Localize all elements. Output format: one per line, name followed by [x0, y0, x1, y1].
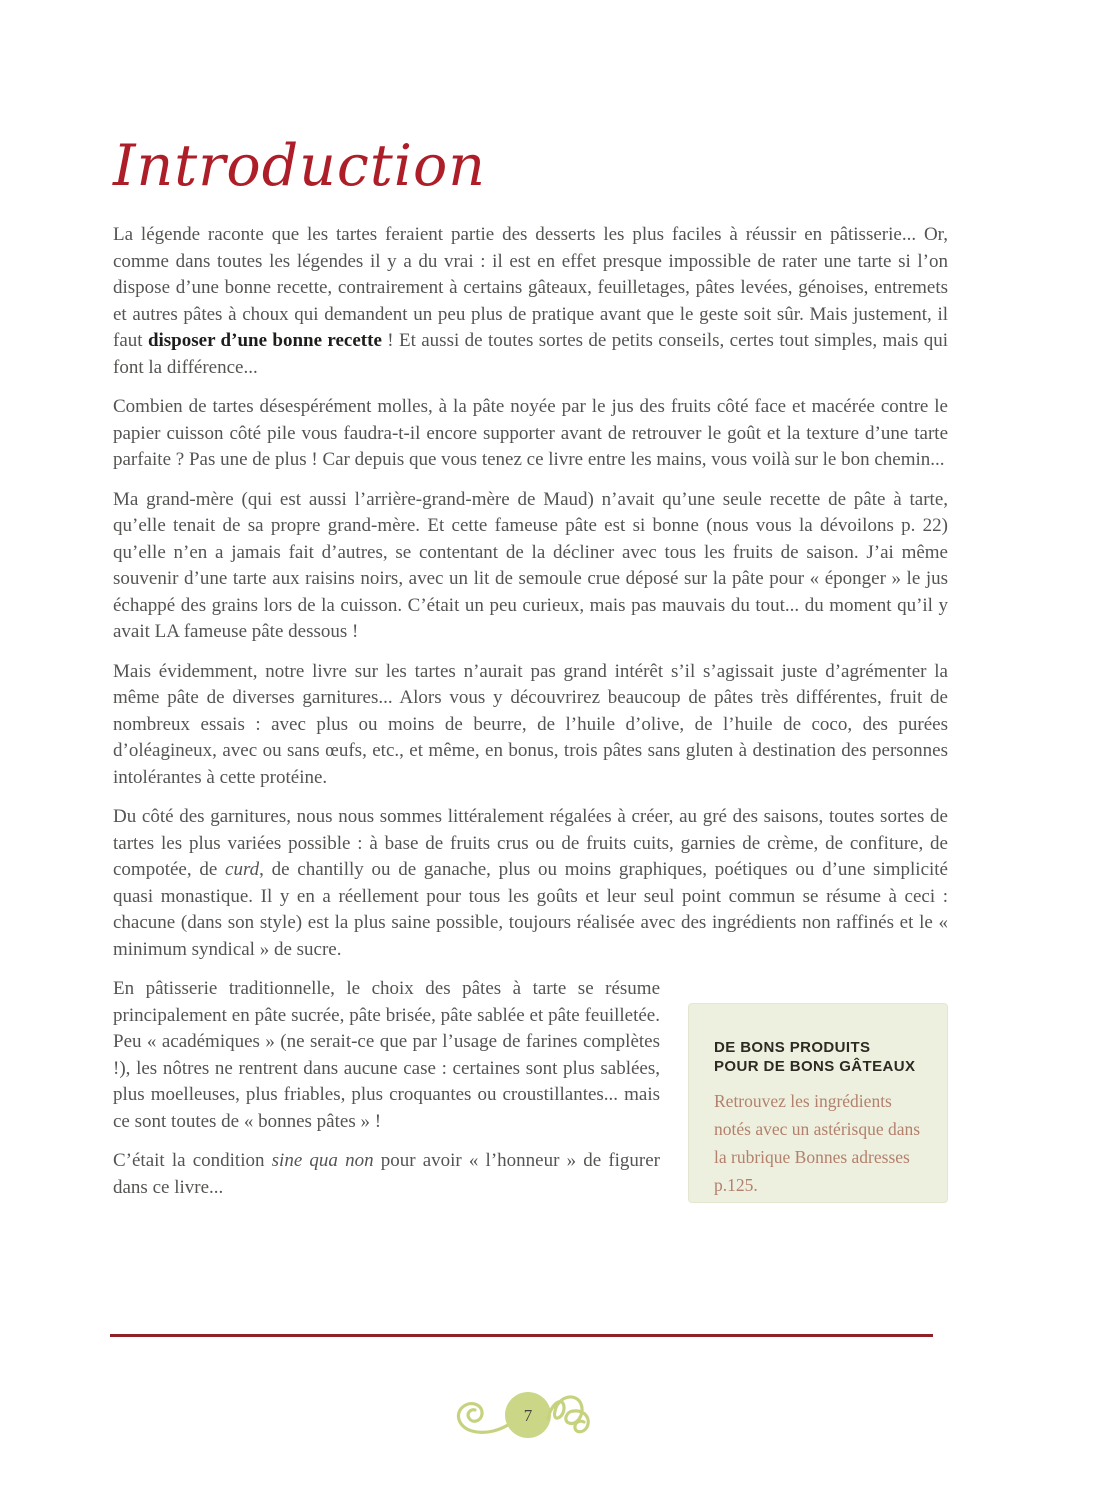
flourish-right-loops-icon: [548, 1397, 588, 1432]
page-number: 7: [523, 1406, 533, 1425]
sidebar-note-heading-line2: POUR DE BONS GÂTEAUX: [714, 1058, 916, 1075]
sidebar-note-heading: [714, 1038, 927, 1076]
intro-paragraph-3: Ma grand-mère (qui est aussi l’arrière-grand-mère de Maud) n’avait qu’une seule recette de pâte à tarte, qu’elle tenait de sa propre grand-mère. Et cette fameuse pâte est si bonne (nous vous la dévoilons p. 22) qu’elle n’en a jamais fait d’autres, se contentant de la décliner avec tous les fruits de saison. J’ai même souvenir d’une tarte aux raisins noirs, avec un lit de semoule crue déposé sur la pâte pour « éponger » le jus échappé des grains lors de la cuisson. C’était un peu curieux, mais pas mauvais du tout... du moment qu’il y avait LA fameuse pâte dessous !: [113, 488, 948, 642]
sidebar-note-body: Retrouvez les ingrédients notés avec un astérisque dans la rubrique Bonnes adresses p.125.: [714, 1091, 921, 1195]
sidebar-note-heading-line1: DE BONS PRODUITS: [714, 1039, 871, 1056]
page-title: Introduction: [113, 133, 486, 199]
footer-flourish: [428, 1381, 618, 1451]
sidebar-note: [688, 1003, 948, 1203]
intro-paragraph-1: La légende raconte que les tartes feraient partie des desserts les plus faciles à réussir en pâtisserie... Or, comme dans toutes les légendes il y a du vrai : il est en effet presque impossible de rater une tarte si l’on dispose d’une bonne recette, contrairement à certains gâteaux, feuilletages, pâtes levées, génoises, entremets et autres pâtes à choux qui demandent un peu plus de pratique avant que le geste soit sûr. Mais justement, il faut disposer d’une bonne recette ! Et aussi de toutes sortes de petits conseils, certes tout simples, mais qui font la différence...: [113, 224, 949, 378]
intro-paragraph-4: Mais évidemment, notre livre sur les tartes n’aurait pas grand intérêt s’il s’agissait juste d’agrémenter la même pâte de diverses garnitures... Alors vous y découvrirez beaucoup de pâtes très différentes, fruit de nombreux essais : avec plus ou moins de beurre, de l’huile d’olive, de l’huile de coco, des purées d’oléagineux, avec ou sans œufs, etc., et même, en bonus, trois pâtes sans gluten à destination des personnes intolérantes à cette protéine.: [113, 660, 948, 788]
page-content: [113, 130, 948, 1215]
intro-paragraph-2: Combien de tartes désespérément molles, à la pâte noyée par le jus des fruits côté face et macérée contre le papier cuisson côté pile vous faudra-t-il encore supporter avant de retrouver le goût et la texture d’une tarte parfaite ? Pas une de plus ! Car depuis que vous tenez ce livre entre les mains, vous voilà sur le bon chemin...: [113, 396, 948, 470]
intro-paragraph-6: En pâtisserie traditionnelle, le choix des pâtes à tarte se résume principalement en pâte sucrée, pâte brisée, pâte sablée et pâte feuilletée. Peu « académiques » (ne serait-ce que par l’usage de farines complètes !), les nôtres ne rentrent dans aucune case : certaines sont plus sablées, plus moelleuses, plus friables, plus croquantes ou croustillantes... mais ce sont toutes de « bonnes pâtes » !: [113, 978, 660, 1132]
footer-flourish-svg: [428, 1381, 618, 1451]
intro-paragraph-5: Du côté des garnitures, nous nous sommes littéralement régalées à créer, au gré des saisons, toutes sortes de tartes les plus variées possible : à base de fruits crus ou de fruits cuits, garnies de crème, de confiture, de compotée, de curd, de chantilly ou de ganache, plus ou moins graphiques, poétiques ou d’une simplicité quasi monastique. Il y en a réellement pour tous les goûts et leur seul point commun se résume à ceci : chacune (dans son style) est la plus saine possible, toujours réalisée avec des ingrédients non raffinés et le « minimum syndical » de sucre.: [113, 806, 948, 960]
footer-rule: [110, 1334, 933, 1337]
intro-paragraph-7: C’était la condition sine qua non pour avoir « l’honneur » de figurer dans ce livre...: [113, 1150, 661, 1198]
